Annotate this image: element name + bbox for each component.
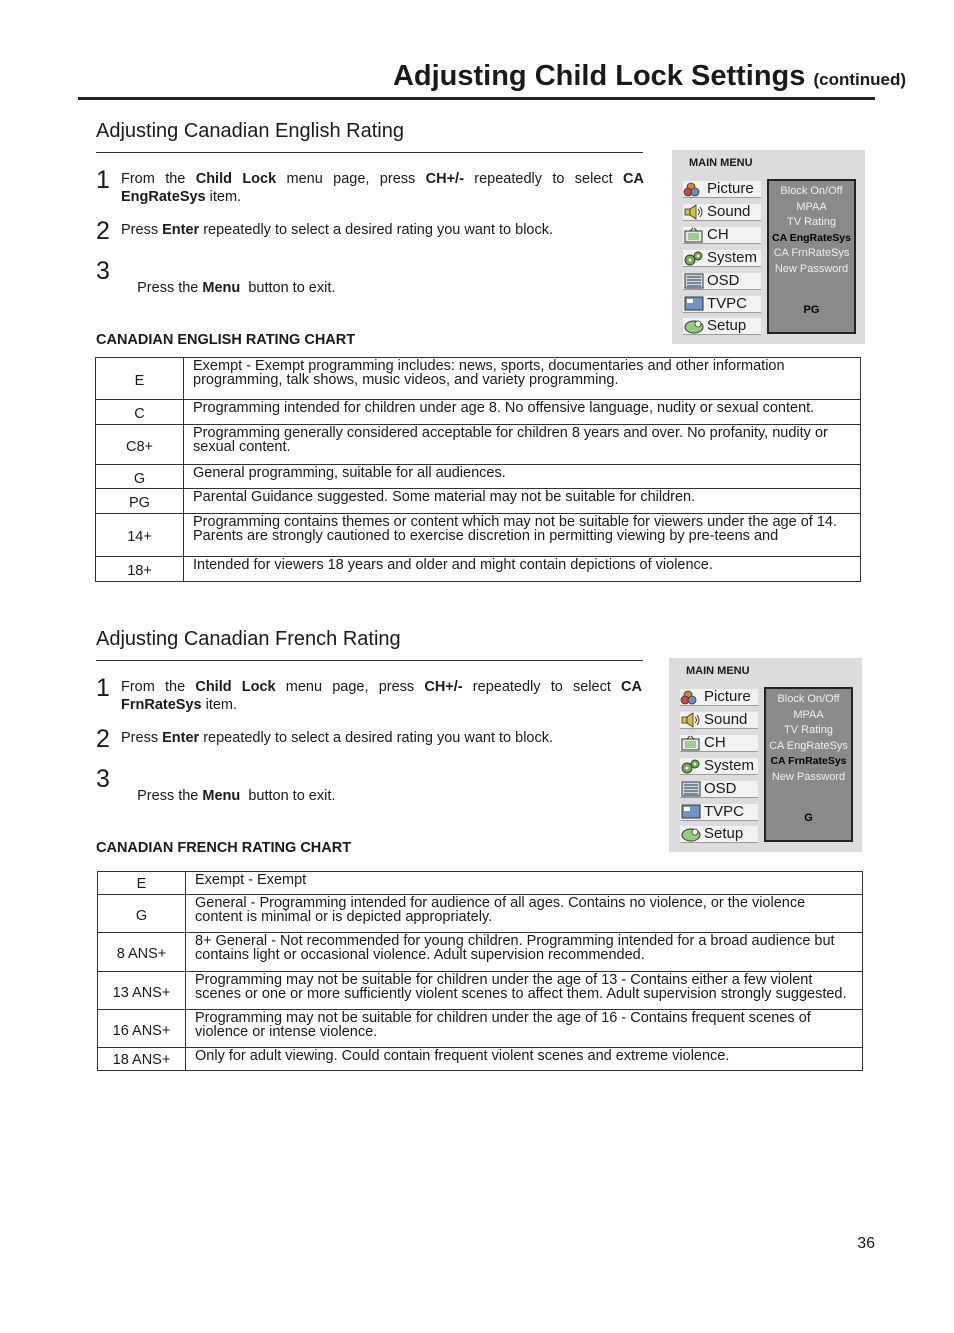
selected-rating: PG [803, 304, 820, 316]
menu-item-tvpc: TVPC [683, 296, 761, 313]
step-number: 3 [96, 765, 110, 793]
menu-title: MAIN MENU [689, 157, 753, 169]
step-number: 2 [96, 217, 110, 245]
rating-code: 8 ANS+ [98, 933, 186, 972]
tv-icon [683, 227, 705, 243]
submenu-item: MPAA [796, 200, 827, 213]
french-rating-table [97, 871, 863, 1071]
submenu-item: MPAA [793, 708, 824, 721]
rating-code: E [96, 358, 184, 400]
menu-item-system: System [680, 758, 758, 775]
french-step-3 [96, 765, 644, 823]
submenu-item: CA FrnRateSys [773, 247, 850, 259]
step-text: Press the Menu button to exit. [137, 788, 336, 804]
rating-code: 16 ANS+ [98, 1010, 186, 1048]
rating-description: Parental Guidance suggested. Some material may not be suitable for children. [184, 489, 861, 514]
menu-item-osd: OSD [680, 781, 758, 798]
step-text: From the Child Lock menu page, press CH+/- repeatedly to select CA FrnRateSys item. [121, 679, 642, 713]
rating-code: 13 ANS+ [98, 972, 186, 1010]
table-row [96, 514, 861, 557]
picture-icon [680, 689, 702, 705]
french-section-rule [96, 660, 643, 661]
step-number: 1 [96, 166, 110, 194]
english-menu-screenshot [672, 150, 865, 344]
french-chart-title: CANADIAN FRENCH RATING CHART [96, 840, 352, 856]
submenu-item-selected: CA EngRateSys [772, 231, 851, 244]
table-row [96, 489, 861, 514]
step-number: 2 [96, 725, 110, 753]
english-step-2 [96, 217, 644, 245]
page-number: 36 [857, 1235, 875, 1252]
rating-code: G [96, 465, 184, 489]
english-chart-title: CANADIAN ENGLISH RATING CHART [96, 332, 356, 348]
step-text: Press Enter repeatedly to select a desired rating you want to block. [121, 222, 554, 238]
rating-description: General - Programming intended for audience of all ages. Contains no violence, or the violence content is minimal or is depicted appropriately. [186, 895, 863, 933]
rating-code: C [96, 400, 184, 425]
monitor-icon [683, 296, 705, 312]
table-row [96, 400, 861, 425]
step-text: From the Child Lock menu page, press CH+/- repeatedly to select CA EngRateSys item. [121, 171, 644, 205]
french-section-heading: Adjusting Canadian French Rating [96, 628, 401, 650]
monitor-icon [680, 804, 702, 820]
french-menu-screenshot [669, 658, 862, 852]
rating-code: 18 ANS+ [98, 1048, 186, 1071]
rating-description: Programming intended for children under age 8. No offensive language, nudity or sexual content. [184, 400, 861, 425]
table-row [98, 872, 863, 895]
step-number: 1 [96, 674, 110, 702]
table-row [96, 358, 861, 400]
gears-icon [680, 758, 702, 774]
table-row [98, 1010, 863, 1048]
rating-description: Intended for viewers 18 years and older and might contain depictions of violence. [184, 557, 861, 582]
menu-title: MAIN MENU [686, 665, 750, 677]
step-text: Press the Menu button to exit. [137, 280, 336, 296]
submenu-item: New Password [771, 770, 846, 783]
submenu-item: CA EngRateSys [769, 739, 848, 752]
menu-item-ch: CH [680, 735, 758, 752]
rating-description: 8+ General - Not recommended for young children. Programming intended for a broad audience but contains light or occasional violence. Adult supervision recommended. [186, 933, 863, 972]
menu-item-picture: Picture [683, 181, 761, 198]
page-title-text: Adjusting Child Lock Settings [392, 60, 806, 92]
submenu-item: New Password [774, 262, 849, 275]
rating-description: Exempt - Exempt [186, 872, 863, 895]
menu-item-ch: CH [683, 227, 761, 244]
page-title-continued: (continued) [813, 70, 906, 89]
rating-description: Programming may not be suitable for children under the age of 13 - Contains either a few violent scenes or one or more sufficiently violent scenes to affect them. Adult supervision strongly suggested. [186, 972, 863, 1010]
rating-description: Only for adult viewing. Could contain frequent violent scenes and extreme violence. [186, 1048, 863, 1071]
menu-item-sound: Sound [680, 712, 758, 729]
menu-item-sound: Sound [683, 204, 761, 221]
table-row [96, 465, 861, 489]
tv-icon [680, 735, 702, 751]
table-row [98, 1048, 863, 1071]
osd-icon [680, 781, 702, 797]
selected-rating: G [804, 812, 813, 824]
menu-item-setup: Setup [683, 318, 761, 335]
submenu-item: Block On/Off [777, 693, 840, 705]
child-lock-submenu [767, 179, 856, 334]
rating-code: 14+ [96, 514, 184, 557]
picture-icon [683, 181, 705, 197]
rating-code: G [98, 895, 186, 933]
rating-description: Exempt - Exempt programming includes: news, sports, documentaries and other information programming, talk shows, music videos, and variety programming. [184, 358, 861, 400]
menu-item-tvpc: TVPC [680, 804, 758, 821]
table-row [98, 972, 863, 1010]
title-rule [78, 97, 875, 100]
submenu-item: TV Rating [784, 724, 833, 736]
osd-icon [683, 273, 705, 289]
english-section-rule [96, 152, 643, 153]
menu-item-osd: OSD [683, 273, 761, 290]
menu-item-setup: Setup [680, 826, 758, 843]
step-text: Press Enter repeatedly to select a desired rating you want to block. [121, 730, 554, 746]
table-row [96, 557, 861, 582]
english-rating-table [95, 357, 861, 582]
step-number: 3 [96, 257, 110, 285]
french-step-2 [96, 725, 644, 753]
gears-icon [683, 250, 705, 266]
speaker-icon [680, 712, 702, 728]
table-row [98, 895, 863, 933]
table-row [98, 933, 863, 972]
table-row [96, 425, 861, 465]
setup-icon [680, 826, 702, 842]
page-title [393, 60, 906, 93]
rating-code: E [98, 872, 186, 895]
child-lock-submenu [764, 687, 853, 842]
english-step-1 [96, 166, 644, 206]
menu-item-system: System [683, 250, 761, 267]
submenu-item-selected: CA FrnRateSys [770, 755, 847, 767]
rating-description: Programming contains themes or content which may not be suitable for viewers under the age of 14. Parents are strongly cautioned to exercise discretion in permitting viewing by pre-teens and [184, 514, 861, 557]
rating-description: Programming generally considered acceptable for children 8 years and over. No profanity, nudity or sexual content. [184, 425, 861, 465]
french-step-1 [96, 674, 644, 714]
submenu-item: Block On/Off [780, 185, 843, 197]
rating-description: General programming, suitable for all audiences. [184, 465, 861, 489]
setup-icon [683, 318, 705, 334]
submenu-item: TV Rating [787, 216, 836, 228]
rating-description: Programming may not be suitable for children under the age of 16 - Contains frequent scenes of violence or intense violence. [186, 1010, 863, 1048]
rating-code: 18+ [96, 557, 184, 582]
speaker-icon [683, 204, 705, 220]
menu-item-picture: Picture [680, 689, 758, 706]
rating-code: PG [96, 489, 184, 514]
english-section-heading: Adjusting Canadian English Rating [96, 120, 404, 142]
rating-code: C8+ [96, 425, 184, 465]
english-step-3 [96, 257, 644, 315]
